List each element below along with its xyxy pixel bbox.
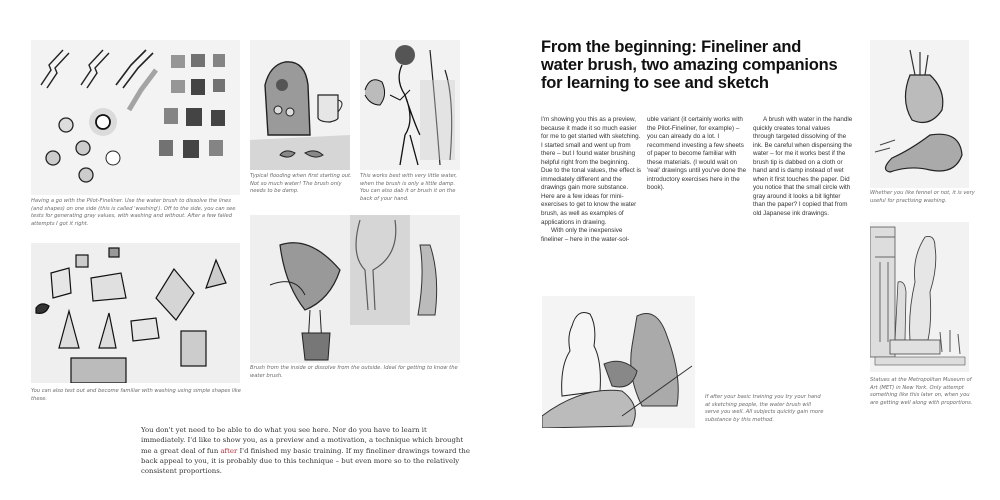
image-caption: Typical flooding when first starting out. Not so much water! The brush only needs to be damp. — [250, 173, 352, 195]
people-sketch — [542, 296, 695, 428]
lead-paragraph — [141, 425, 471, 476]
image-caption: This works best with very little water, when the brush is only a little damp. You can also dab it or brush it on the back of your hand. — [360, 173, 457, 202]
fennel-sketch — [870, 40, 969, 188]
highlighted-word: after — [220, 446, 238, 455]
page-title: From the beginning: Fineliner and water brush, two amazing companions for learning to see and sketch — [541, 38, 838, 93]
lead-text: I'd finished my basic training. If my fineliner drawings toward the back appeal to you, it is probably due to this technique – but even more so to the relatively consistent proportions. — [141, 446, 470, 476]
image-caption: If after your basic training you try your hand at sketching people, the water brush will serve you well. All subjects quickly gain more substance by this method. — [705, 394, 824, 423]
image-caption: Statues at the Metropolitan Museum of Art (MET) in New York. Only attempt something like this later on, when you are getting well along with proportions. — [870, 377, 973, 406]
plant-tree-sketch — [250, 215, 460, 363]
washing-tests-sketch — [31, 40, 240, 195]
lead-text: You don't yet need to be able to do what you see here. Nor do you have to learn it immediately. I'd like to show you, as a preview and a motivation, a technique which brought me a great deal of fun — [141, 426, 464, 455]
image-caption: Having a go with the Pilot-Fineliner. Use the water brush to dissolve the lines (and shapes) on one side (this is called 'washing'). Off to the side, you can see tests for generating gray values, with washing and without. After a few failed attempts I got it right. — [31, 198, 236, 227]
image-caption: You can also test out and become familiar with washing using simple shapes like these. — [31, 388, 241, 402]
statues-sketch — [870, 222, 969, 372]
image-caption: Brush from the inside or dissolve from the outside. Ideal for getting to know the water brush. — [250, 365, 458, 379]
figure-sketch — [360, 40, 460, 170]
body-paragraph: I'm showing you this as a preview, because it made it so much easier for me to get started with sketching. I started small and went up from there – but I found water brushing helpful right from the beginning. Due to the tonal values, the effect is immediately different and the drawings gain more substance. Here are a few ideas for mini-exercises to get to know the water brush, as well as examples of applications in drawing. — [541, 116, 641, 226]
image-caption: Whether you like fennel or not, it is very useful for practising washing. — [870, 190, 975, 204]
body-paragraph: uble variant (it certainly works with the Pilot-Fineliner, for example) – you can already do a lot. I recommend investing a few sheets of paper to become familiar with these materials. (I would wait on 'real' drawings until you've done the introductory exercises here in the book). — [647, 116, 747, 192]
text-column-1 — [541, 116, 641, 244]
simple-shapes-sketch — [31, 243, 240, 383]
text-column-2 — [647, 116, 747, 193]
flooding-sketch — [250, 40, 350, 170]
body-paragraph: A brush with water in the handle quickly creates tonal values through targeted dissolving of the ink. Be careful when dispensing the water – for me it works best if the brush tip is dabbed on a cloth or hand and is damp instead of wet when it first touches the paper. Did you notice that the small circle with gray around it looks a bit lighter than the paper? I copied that from old Japanese ink drawings. — [753, 116, 853, 218]
body-paragraph: With only the inexpensive fineliner – here in the water-sol- — [541, 227, 630, 243]
text-column-3 — [753, 116, 853, 219]
